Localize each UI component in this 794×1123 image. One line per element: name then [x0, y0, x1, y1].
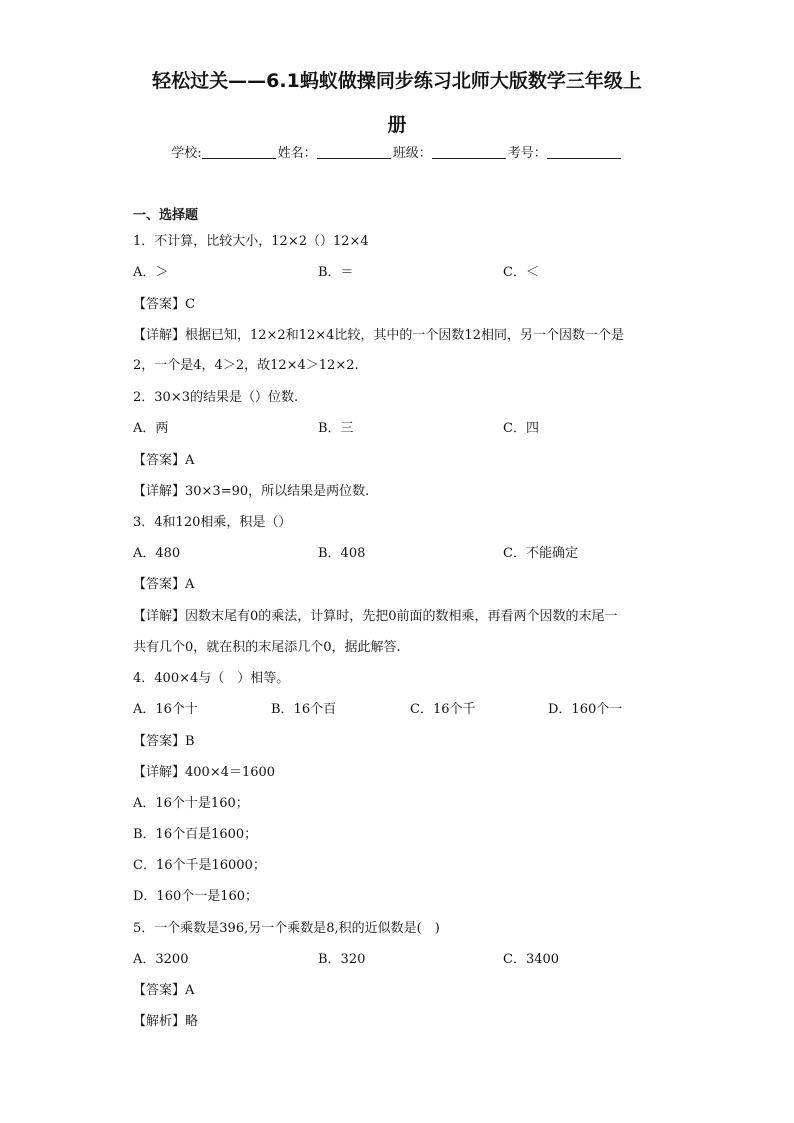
section-title: 一、选择题: [133, 208, 199, 223]
option-b: B．408: [318, 546, 366, 561]
name-blank[interactable]: [317, 145, 391, 159]
option-a: A．3200: [133, 952, 189, 967]
detail-line: 【详解】30×3=90，所以结果是两位数.: [133, 484, 370, 499]
exam-number-blank[interactable]: [547, 145, 621, 159]
answer-line: 【答案】A: [133, 453, 195, 468]
question-stem: 4．400×4与（ ）相等。: [133, 671, 290, 686]
answer-line: 【答案】A: [133, 983, 195, 998]
option-b: B．16个百: [271, 702, 337, 717]
class-label: 班级：: [392, 146, 432, 161]
detail-line: C．16个千是16000；: [133, 858, 266, 873]
exam-number-label: 考号：: [507, 146, 547, 161]
detail-line: A．16个十是160；: [133, 796, 249, 811]
detail-line: 【解析】略: [133, 1014, 199, 1029]
detail-line: 【详解】根据已知，12×2和12×4比较，其中的一个因数12相同，另一个因数一个是: [133, 328, 624, 343]
detail-line: 【详解】400×4＝1600: [133, 765, 276, 780]
option-c: C．不能确定: [503, 546, 578, 561]
detail-line: B．16个百是1600；: [133, 827, 258, 842]
option-c: C．3400: [503, 952, 560, 967]
school-label: 学校:: [171, 146, 202, 161]
option-c: C．四: [503, 421, 539, 436]
option-b: B．＝: [318, 265, 354, 280]
detail-line: 2，一个是4，4＞2，故12×4＞12×2.: [133, 358, 359, 373]
option-a: A．＞: [133, 265, 169, 280]
name-label: 姓名：: [277, 146, 317, 161]
answer-line: 【答案】A: [133, 577, 195, 592]
option-c: C．16个千: [410, 702, 476, 717]
school-blank[interactable]: [202, 145, 276, 159]
answer-line: 【答案】B: [133, 734, 195, 749]
answer-line: 【答案】C: [133, 297, 195, 312]
document-title-line1: 轻松过关——6.1蚂蚁做操同步练习北师大版数学三年级上: [152, 70, 642, 92]
class-blank[interactable]: [432, 145, 506, 159]
document-title-line2: 册: [387, 114, 407, 136]
student-info-row: [0, 145, 794, 163]
detail-line: 共有几个0，就在积的末尾添几个0，据此解答.: [133, 640, 401, 655]
question-stem: 5．一个乘数是396,另一个乘数是8,积的近似数是( ): [133, 921, 440, 936]
detail-line: D．160个一是160；: [133, 889, 259, 904]
detail-line: 【详解】因数末尾有0的乘法，计算时，先把0前面的数相乘，再看两个因数的末尾一: [133, 609, 618, 624]
question-stem: 1．不计算，比较大小，12×2（）12×4: [133, 234, 369, 249]
option-c: C．＜: [503, 265, 539, 280]
option-a: A．两: [133, 421, 169, 436]
option-d: D．160个一: [548, 702, 623, 717]
option-b: B．三: [318, 421, 354, 436]
option-b: B．320: [318, 952, 366, 967]
option-a: A．480: [133, 546, 181, 561]
option-a: A．16个十: [133, 702, 198, 717]
question-stem: 3．4和120相乘，积是（）: [133, 515, 292, 530]
question-stem: 2．30×3的结果是（）位数.: [133, 390, 299, 405]
